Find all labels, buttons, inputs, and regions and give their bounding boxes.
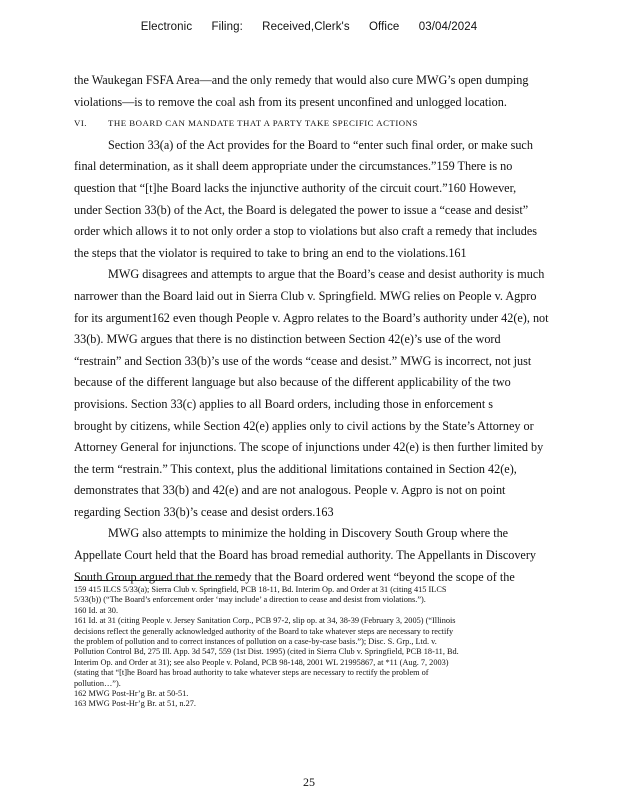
- footnote-line: 163 MWG Post-Hr’g Br. at 51, n.27.: [74, 699, 196, 709]
- body-line: because of the different language but also because of the different applicability of the two: [74, 375, 511, 390]
- body-text: [74, 70, 549, 588]
- body-line: violations—is to remove the coal ash from its present unconfined and unlogged location.: [74, 94, 507, 109]
- page-number: 25: [303, 775, 315, 789]
- footnote-line: 160 Id. at 30.: [74, 605, 119, 615]
- body-line: MWG also attempts to minimize the holding in Discovery South Group where the: [108, 526, 509, 541]
- stamp-word-office: Office: [369, 21, 400, 33]
- stamp-word-electronic: Electronic: [140, 21, 193, 33]
- footnote-line: decisions reflect the generally acknowledged authority of the Board to take whatever steps are necessary to rectify: [74, 626, 454, 636]
- stamp-date: 03/04/2024: [418, 21, 478, 33]
- body-line: regarding Section 33(b)’s cease and desist orders.163: [74, 504, 334, 519]
- section-heading-text: THE BOARD CAN MANDATE THAT A PARTY TAKE SPECIFIC ACTIONS: [108, 118, 418, 129]
- body-line: order which allows it to not only order a stop to violations but also craft a remedy that includes: [74, 224, 538, 239]
- footnote-divider: [74, 580, 232, 581]
- body-line: final determination, as it shall deem appropriate under the circumstances.”159 There is no: [74, 159, 513, 174]
- footnote-line: 5/33(b)) (“The Board’s enforcement order ‘may include’ a direction to cease and desist from violations.”).: [74, 595, 426, 605]
- efiling-stamp-header: [0, 21, 618, 33]
- body-line: Appellate Court held that the Board has broad remedial authority. The Appellants in Discovery: [74, 548, 536, 563]
- footnote-line: pollution…”).: [74, 678, 121, 688]
- body-line: for its argument162 even though People v. Agpro relates to the Board’s authority under 42(e), not: [74, 310, 549, 325]
- body-line: brought by citizens, while Section 42(e) applies only to civil actions by the State’s Attorney or: [74, 418, 534, 433]
- body-line: the Waukegan FSFA Area—and the only remedy that would also cure MWG’s open dumping: [74, 73, 529, 87]
- stamp-word-filing: Filing:: [211, 21, 243, 33]
- body-line: Section 33(a) of the Act provides for the Board to “enter such final order, or make such: [108, 137, 533, 152]
- footnote-line: (stating that “[t]he Board has broad authority to take whatever steps are necessary to rectify the problem of: [74, 668, 429, 678]
- section-heading: [74, 113, 544, 135]
- section-heading-number: VI.: [74, 118, 87, 129]
- body-line: under Section 33(b) of the Act, the Board is delegated the power to issue a “cease and desist”: [74, 202, 529, 217]
- footnote-line: 159 415 ILCS 5/33(a); Sierra Club v. Springfield, PCB 18-11, Bd. Interim Op. and Order at 31 (citing 415 ILCS: [74, 585, 447, 594]
- body-line: question that “[t]he Board lacks the injunctive authority of the circuit court.”160 However,: [74, 180, 517, 195]
- footnote-line: Interim Op. and Order at 31); see also People v. Poland, PCB 98-148, 2001 WL 21995867, at *11 (Aug. 7, 2003): [74, 657, 449, 667]
- footnote-line: Pollution Control Bd, 275 Ill. App. 3d 547, 559 (1st Dist. 1995) (cited in Sierra Club v. Springfield, PCB 18-11, Bd.: [74, 647, 459, 657]
- body-line: narrower than the Board laid out in Sierra Club v. Springfield. MWG relies on People v. Agpro: [74, 288, 537, 303]
- body-line: South Group argued that the remedy that the Board ordered went “beyond the scope of the: [74, 569, 515, 584]
- body-line: provisions. Section 33(c) applies to all Board orders, including those in enforcement s: [74, 396, 494, 411]
- body-line: the steps that the violator is required to take to bring an end to the violations.161: [74, 245, 467, 260]
- footnote-line: 162 MWG Post-Hr’g Br. at 50-51.: [74, 689, 189, 699]
- footnote-line: 161 Id. at 31 (citing People v. Jersey Sanitation Corp., PCB 97-2, slip op. at 34, 38-39 (February 3, 2005) (“Illinois: [74, 616, 456, 626]
- body-line: the term “restrain.” This context, plus the additional limitations contained in Section 42(e),: [74, 461, 517, 476]
- body-line: Attorney General for injunctions. The scope of injunctions under 42(e) is then further limited by: [74, 440, 544, 455]
- footnotes: [74, 585, 544, 710]
- body-line: 33(b). MWG argues that there is no distinction between Section 42(e)’s use of the word: [74, 332, 501, 347]
- stamp-word-received: Received,Clerk's: [262, 21, 350, 33]
- footnote-line: the problem of pollution and to correct instances of pollution on a case-by-case basis.”); Disc. S. Grp., Ltd. v.: [74, 637, 437, 647]
- body-line: demonstrates that 33(b) and 42(e) and are not analogous. People v. Agpro is not on point: [74, 483, 506, 498]
- body-line: MWG disagrees and attempts to argue that the Board’s cease and desist authority is much: [108, 267, 545, 282]
- body-line: “restrain” and Section 33(b)’s use of the words “cease and desist.” MWG is incorrect, not just: [74, 353, 532, 368]
